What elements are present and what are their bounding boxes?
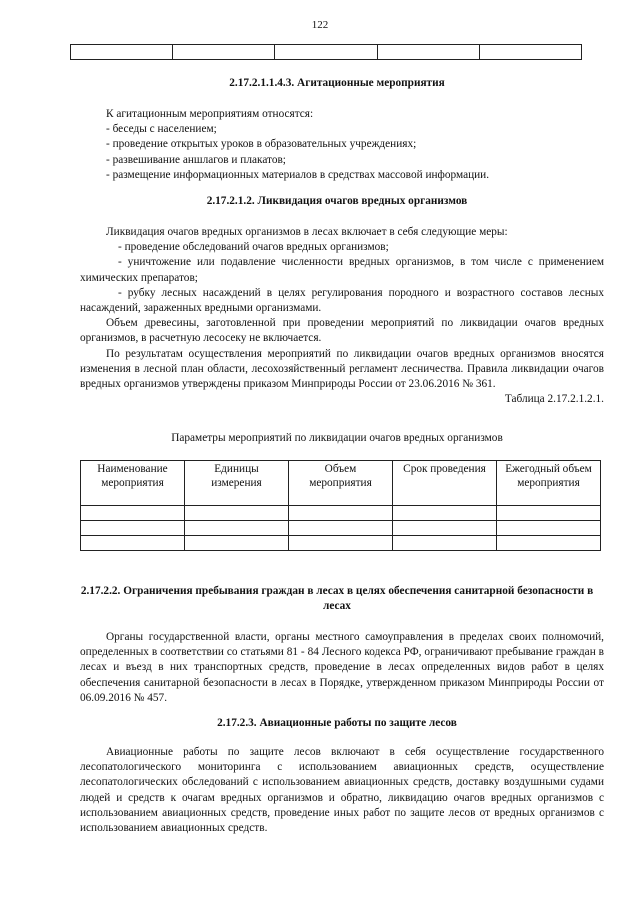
table-cell [185, 536, 289, 551]
table-cell [289, 536, 393, 551]
heading-restriction: 2.17.2.2. Ограничения пребывания граждан в лесах в целях обеспечения санитарной безопасности в лесах [80, 585, 594, 612]
heading-agitation: 2.17.2.1.1.4.3. Агитационные мероприятия [229, 77, 445, 89]
column-header: Наименование мероприятия [81, 461, 185, 506]
agitation-intro: К агитационным мероприятиям относятся: [106, 108, 314, 120]
table-row [81, 506, 601, 521]
table-row [81, 536, 601, 551]
table-cell [393, 506, 497, 521]
table-cell [81, 506, 185, 521]
table-cell [497, 506, 601, 521]
column-header: Единицы измерения [185, 461, 289, 506]
table-cell [71, 45, 173, 60]
continued-table-row [70, 44, 582, 60]
table-row [71, 45, 582, 60]
aviation-body [80, 745, 604, 836]
table-cell [479, 45, 581, 60]
list-item: - развешивание аншлагов и плакатов; [106, 153, 286, 166]
heading-liquidation: 2.17.2.1.2. Ликвидация очагов вредных организмов [206, 195, 468, 207]
table-cell [377, 45, 479, 60]
liquidation-intro: Ликвидация очагов вредных организмов в лесах включает в себя следующие меры: [106, 226, 508, 238]
heading-aviation: 2.17.2.3. Авиационные работы по защите лесов [217, 717, 457, 729]
column-header: Объем мероприятия [289, 461, 393, 506]
table-cell [81, 536, 185, 551]
table-cell [393, 521, 497, 536]
table-label: Таблица 2.17.2.1.2.1. [504, 393, 604, 406]
liquidation-volume-paragraph: Объем древесины, заготовленной при проведении мероприятий по ликвидации очагов вредных организмов, в расчетную лесосеку не включается. [80, 317, 604, 345]
table-cell [393, 536, 497, 551]
parameters-table [80, 460, 601, 551]
liquidation-measure-3: - рубку лесных насаждений в целях регулирования породного и возрастного составов лесных насаждений, зараженных вредными организмами. [80, 286, 604, 315]
table-cell [275, 45, 377, 60]
table-cell [289, 506, 393, 521]
table-cell [81, 521, 185, 536]
liquidation-results-paragraph: По результатам осуществления мероприятий по ликвидации очагов вредных организмов вносятся изменения в лесной план области, лесохозяйственный регламент лесничества. Правила ликвидации очагов вредных организмов утверждены приказом Минприроды России от 23.06.2016 № 361. [80, 347, 604, 391]
page-number: 122 [311, 19, 329, 31]
table-cell [185, 506, 289, 521]
table-cell [173, 45, 275, 60]
liquidation-body [80, 225, 604, 407]
table-cell [185, 521, 289, 536]
table-cell [497, 521, 601, 536]
table-header-row [81, 461, 601, 506]
table-row [81, 521, 601, 536]
column-header: Ежегодный объем мероприятия [497, 461, 601, 506]
liquidation-measure-1: - проведение обследований очагов вредных организмов; [118, 241, 389, 254]
liquidation-measure-2: - уничтожение или подавление численности вредных организмов, в том числе с применением химических препаратов; [80, 256, 604, 284]
agitation-list [106, 107, 606, 183]
aviation-paragraph: Авиационные работы по защите лесов включают в себя осуществление государственного лесопатологического мониторинга с использованием авиационных средств, осуществление лесопатологических обследований с использованием авиационных средств, доставку воздушными судами людей и средств к очагам вредных организмов и обратно, ликвидацию очагов вредных организмов с использованием авиационных средств, проведение иных работ по защите лесов от вредных организмов с использованием авиационных средств. [80, 746, 604, 835]
column-header: Срок проведения [393, 461, 497, 506]
list-item: - размещение информационных материалов в средствах массовой информации. [106, 168, 490, 181]
table-cell [497, 536, 601, 551]
list-item: - проведение открытых уроков в образовательных учреждениях; [106, 138, 417, 151]
restriction-body [80, 630, 604, 706]
restriction-paragraph: Органы государственной власти, органы местного самоуправления в пределах своих полномочий, определенных в соответствии со статьями 81 - 84 Лесного кодекса РФ, ограничивают пребывание граждан в лесах и въезд в них транспортных средств, проведение в лесах определенных видов работ в целях обеспечения санитарной безопасности в лесах в Порядке, утвержденном приказом Минприроды России от 06.09.2016 № 457. [80, 631, 604, 704]
table-cell [289, 521, 393, 536]
list-item: - беседы с населением; [106, 123, 217, 136]
table-caption: Параметры мероприятий по ликвидации очагов вредных организмов [171, 432, 503, 444]
